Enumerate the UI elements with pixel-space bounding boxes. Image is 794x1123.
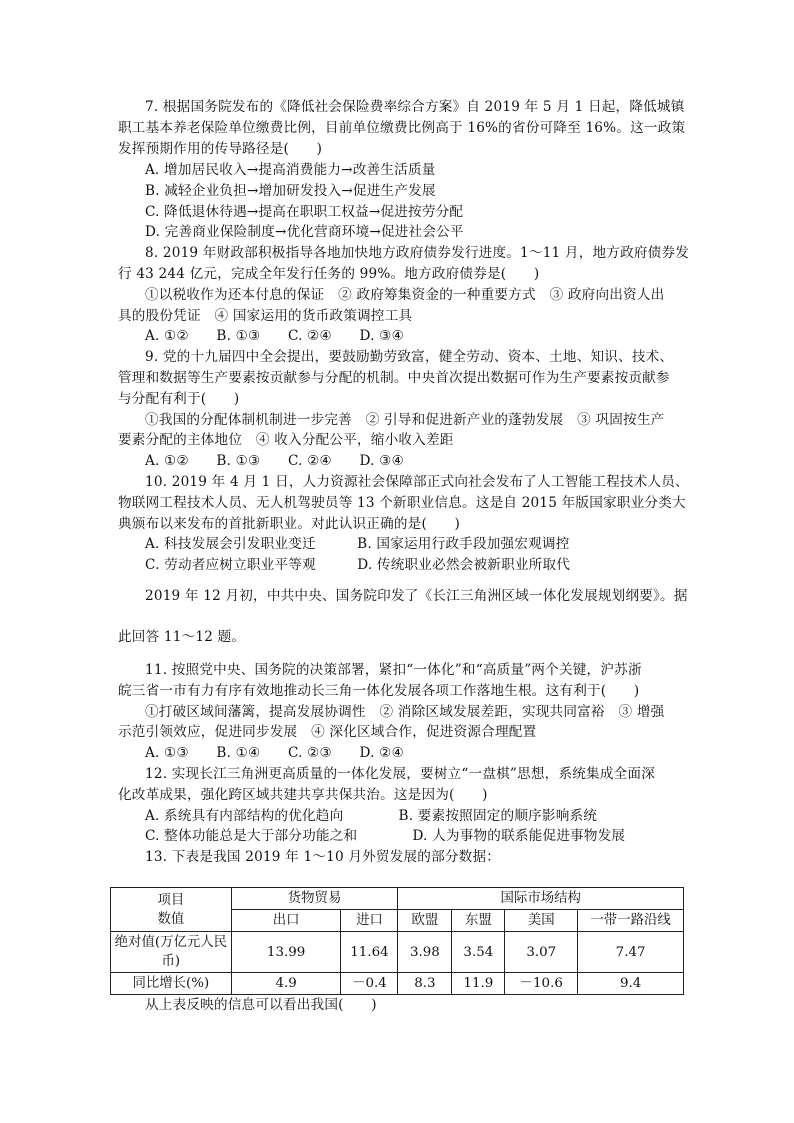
q11-stem-line1: 11. 按照党中央、国务院的决策部署，紧扣“一体化”和“高质量”两个关键，沪苏浙: [145, 662, 642, 678]
header-usa: 美国: [505, 910, 578, 932]
q7-option-c: C. 降低退休待遇→提高在职职工权益→促进按劳分配: [145, 204, 464, 220]
row-label-absolute: 绝对值(万亿元人民币): [111, 932, 232, 973]
q10-options-cd: C. 劳动者应树立职业平等观 D. 传统职业必然会被新职业所取代: [145, 557, 571, 573]
q11-statements-line2: 示范引领效应，促进同步发展 ④ 深化区域合作，促进资源合理配置: [118, 724, 537, 740]
q8-options: A. ①② B. ①③ C. ②④ D. ③④: [145, 328, 404, 344]
q9-stem-line2: 管理和数据等生产要素按贡献参与分配的机制。中央首次提出数据可作为生产要素按贡献参: [118, 370, 670, 386]
q9-stem-line3: 与分配有利于( ): [118, 391, 240, 407]
material-intro-line2: 此回答 11～12 题。: [118, 629, 246, 645]
q9-stem-line1: 9. 党的十九届四中全会提出，要鼓励勤劳致富，健全劳动、资本、土地、知识、技术、: [145, 349, 674, 365]
q11-options: A. ①③ B. ①④ C. ②③ D. ②④: [145, 745, 404, 761]
header-belt-road: 一带一路沿线: [578, 910, 684, 932]
header-import: 进口: [341, 910, 398, 932]
q7-stem-line2: 职工基本养老保险单位缴费比例，目前单位缴费比例高于 16%的省份可降至 16%。这一政策: [118, 120, 686, 136]
q12-options-cd: C. 整体功能总是大于部分功能之和 D. 人为事物的联系能促进事物发展: [145, 828, 626, 844]
table-corner-cell: [111, 888, 232, 932]
header-eu: 欧盟: [398, 910, 452, 932]
header-export: 出口: [231, 910, 341, 932]
cell-growth-export: 4.9: [231, 973, 341, 995]
cell-growth-asean: 11.9: [452, 973, 505, 995]
q11-stem-line2: 皖三省一市有力有序有效地推动长三角一体化发展各项工作落地生根。这有利于( ): [118, 683, 640, 699]
q12-options-ab: A. 系统具有内部结构的优化趋向 B. 要素按照固定的顺序影响系统: [145, 808, 598, 824]
q7-option-a: A. 增加居民收入→提高消费能力→改善生活质量: [145, 162, 436, 178]
q13-question: 从上表反映的信息可以看出我国( ): [145, 997, 377, 1013]
q7-stem-line1: 7. 根据国务院发布的《降低社会保险费率综合方案》自 2019 年 5 月 1 日起，降低城镇: [145, 99, 685, 115]
cell-absolute-eu: 3.98: [398, 932, 452, 973]
cell-absolute-belt-road: 7.47: [578, 932, 684, 973]
q9-options: A. ①② B. ①③ C. ②④ D. ③④: [145, 453, 404, 469]
material-intro-line1: 2019 年 12 月初，中共中央、国务院印发了《长江三角洲区域一体化发展规划纲要》。据: [145, 588, 688, 604]
q10-stem-line2: 物联网工程技术人员、无人机驾驶员等 13 个新职业信息。这是自 2015 年版国家职业分类大: [118, 495, 686, 511]
header-asean: 东盟: [452, 910, 505, 932]
cell-growth-belt-road: 9.4: [578, 973, 684, 995]
cell-absolute-import: 11.64: [341, 932, 398, 973]
q13-stem: 13. 下表是我国 2019 年 1～10 月外贸发展的部分数据：: [145, 849, 501, 865]
cell-absolute-export: 13.99: [231, 932, 341, 973]
q12-stem-line1: 12. 实现长江三角洲更高质量的一体化发展，要树立“一盘棋”思想，系统集成全面深: [145, 766, 656, 782]
table-header-row1: [111, 888, 684, 910]
q9-statements-line1: ①我国的分配体制机制进一步完善 ② 引导和促进新产业的蓬勃发展 ③ 巩固按生产: [145, 412, 665, 428]
table-row-growth: [111, 973, 684, 995]
q7-option-b: B. 减轻企业负担→增加研发投入→促进生产发展: [145, 183, 436, 199]
q7-stem-line3: 发挥预期作用的传导路径是( ): [118, 141, 323, 157]
cell-growth-eu: 8.3: [398, 973, 452, 995]
q12-stem-line2: 化改革成果，强化跨区域共建共享共保共治。这是因为( ): [118, 787, 488, 803]
corner-label-bottom: 数值: [157, 911, 185, 927]
cell-absolute-asean: 3.54: [452, 932, 505, 973]
trade-data-table: [110, 887, 684, 995]
row-label-growth: 同比增长(%): [111, 973, 232, 995]
q8-stem-line2: 行 43 244 亿元，完成全年发行任务的 99%。地方政府债券是( ): [118, 266, 540, 282]
q10-stem-line1: 10. 2019 年 4 月 1 日，人力资源社会保障部正式向社会发布了人工智能工程技术人员、: [145, 474, 689, 490]
q10-stem-line3: 典颁布以来发布的首批新职业。对此认识正确的是( ): [118, 516, 461, 532]
header-market-structure: 国际市场结构: [398, 888, 684, 910]
q8-statements-line2: 具的股份凭证 ④ 国家运用的货币政策调控工具: [118, 308, 413, 324]
q11-statements-line1: ①打破区域间藩篱，提高发展协调性 ② 消除区域发展差距，实现共同富裕 ③ 增强: [145, 704, 665, 720]
table-row-absolute: [111, 932, 684, 973]
q7-option-d: D. 完善商业保险制度→优化营商环境→促进社会公平: [145, 224, 464, 240]
header-goods-trade: 货物贸易: [231, 888, 398, 910]
q8-statements-line1: ①以税收作为还本付息的保证 ② 政府筹集资金的一种重要方式 ③ 政府向出资人出: [145, 287, 665, 303]
q9-statements-line2: 要素分配的主体地位 ④ 收入分配公平，缩小收入差距: [118, 432, 454, 448]
q10-options-ab: A. 科技发展会引发职业变迁 B. 国家运用行政手段加强宏观调控: [145, 536, 570, 552]
cell-absolute-usa: 3.07: [505, 932, 578, 973]
cell-growth-usa: －10.6: [505, 973, 578, 995]
cell-growth-import: －0.4: [341, 973, 398, 995]
corner-label-top: 项目: [157, 892, 185, 908]
q8-stem-line1: 8. 2019 年财政部积极指导各地加快地方政府债券发行进度。1～11 月，地方政府债券发: [145, 245, 690, 261]
